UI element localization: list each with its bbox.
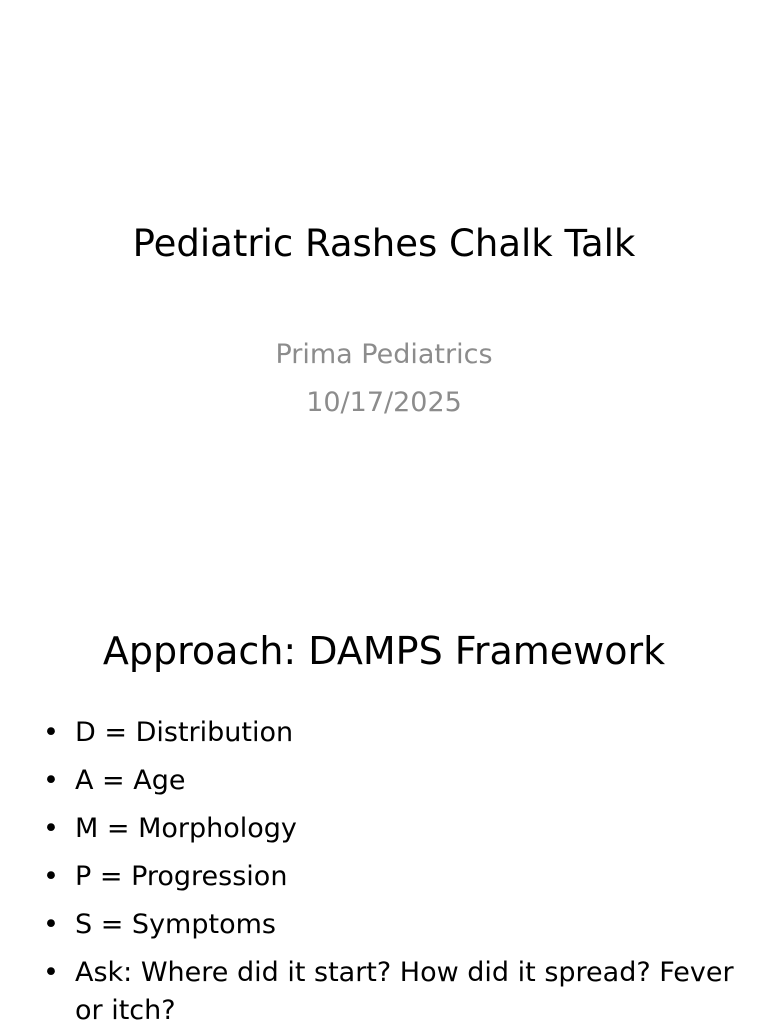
list-item-text: A = Age xyxy=(75,765,186,796)
bullet-icon: • xyxy=(43,813,59,844)
list-item xyxy=(40,954,740,1024)
list-item-text: S = Symptoms xyxy=(75,909,276,940)
bullet-icon: • xyxy=(43,717,59,748)
list-item-text: D = Distribution xyxy=(75,717,294,748)
list-item xyxy=(40,858,740,896)
slide-subtitle xyxy=(0,331,768,427)
list-item-text: P = Progression xyxy=(75,861,288,892)
list-item-text: Ask: Where did it start? How did it spread? Fever or itch? xyxy=(75,957,734,1024)
bullet-list xyxy=(40,714,740,1024)
bullet-icon: • xyxy=(43,909,59,940)
list-item-text: M = Morphology xyxy=(75,813,297,844)
subtitle-organization: Prima Pediatrics xyxy=(275,339,493,370)
list-item xyxy=(40,906,740,944)
list-item xyxy=(40,714,740,752)
subtitle-date: 10/17/2025 xyxy=(306,387,462,418)
slide-title: Pediatric Rashes Chalk Talk xyxy=(132,222,636,265)
slide-title: Approach: DAMPS Framework xyxy=(102,629,666,673)
content-slide xyxy=(0,576,768,1024)
bullet-icon: • xyxy=(43,957,59,988)
bullet-icon: • xyxy=(43,765,59,796)
bullet-icon: • xyxy=(43,861,59,892)
list-item xyxy=(40,762,740,800)
list-item xyxy=(40,810,740,848)
